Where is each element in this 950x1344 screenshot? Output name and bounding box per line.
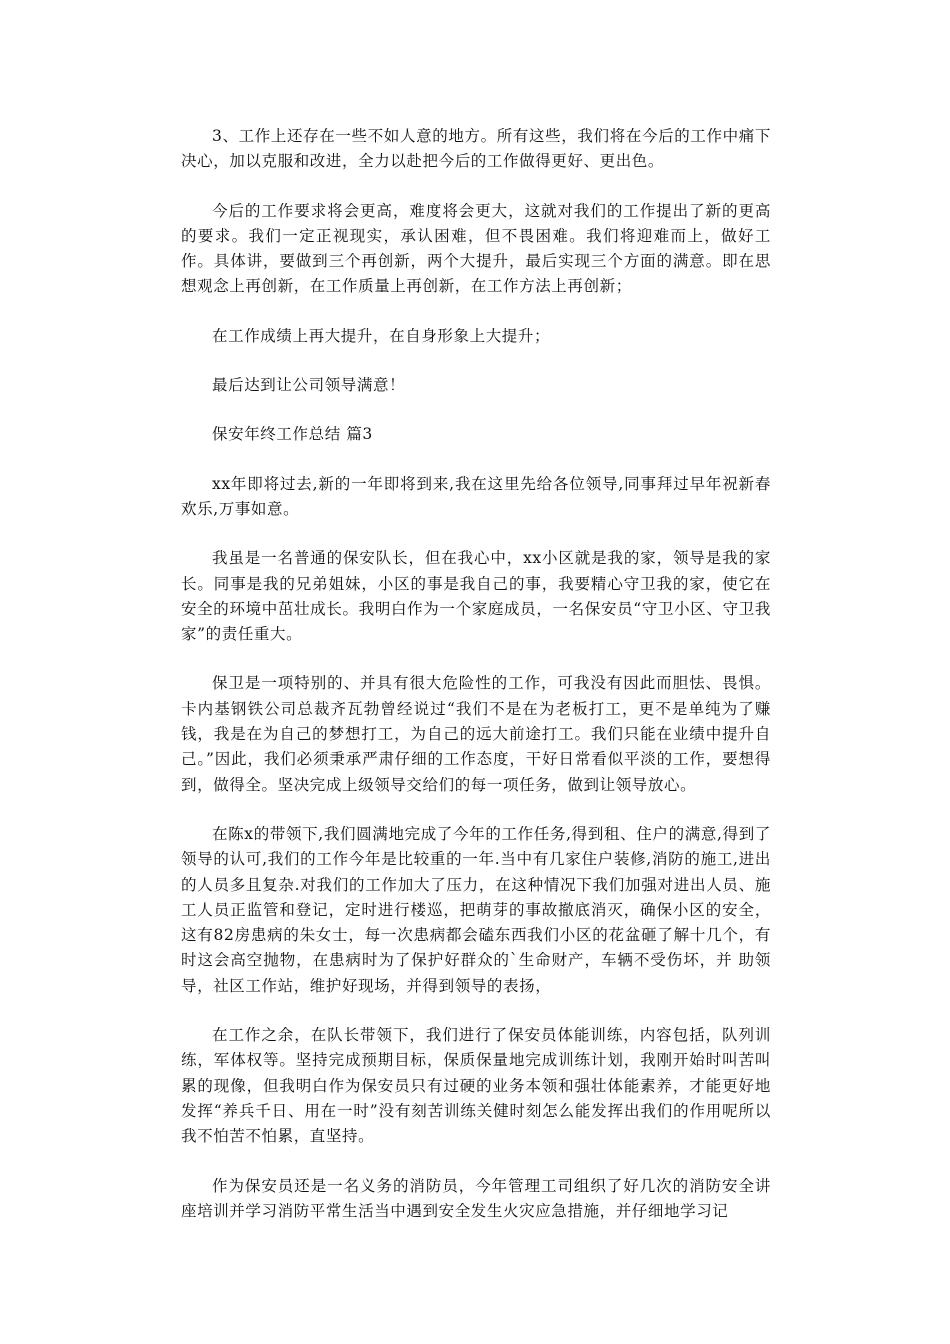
paragraph-annual-tasks: 在陈x的带领下,我们圆满地完成了今年的工作任务,得到租、住户的满意,得到了领导的认可,我们的工作今年是比较重的一年.当中有几家住户装修,消防的施工,进出的人员多且复杂.对我们的工作加大了压力，在这种情况下我们加强对进出人员、施工人员正监管和登记，定时进行楼巡，把萌芽的事故撤底消灭，确保小区的安全，这有82房患病的朱女士，每一次患病都会磕东西我们小区的花盆砸了解十几个，有时这会高空抛物，在患病时为了保护好群众的`生命财产，车辆不受伤坏，并 助领导，社区工作站，维护好现场，并得到领导的表扬， [181,824,771,995]
paragraph-leader-satisfaction: 最后达到让公司领导满意！ [212,376,406,395]
paragraph-security-work: 保卫是一项特别的、并具有很大危险性的工作，可我没有因此而胆怯、畏惧。卡内基钢铁公司总裁齐瓦勃曾经说过“我们不是在为老板打工，更不是单纯为了赚钱，我是在为自己的梦想打工，为自己的远大前途打工。我们只能在业绩中提升自己。”因此，我们必须秉承严肃仔细的工作态度，干好日常看似平淡的工作，要想得到，做得全。坚决完成上级领导交给们的每一项任务，做到让领导放心。 [181,674,771,794]
paragraph-new-year-greeting: xx年即将过去,新的一年即将到来,我在这里先给各位领导,同事拜过早年祝新春欢乐,万事如意。 [181,474,771,518]
paragraph-fire-safety: 作为保安员还是一名义务的消防员，今年管理工司组织了好几次的消防安全讲座培训并学习消防平常生活当中遇到安全发生火灾应急措施，并仔细地学习记 [181,1176,771,1220]
paragraph-security-captain: 我虽是一名普通的保安队长，但在我心中，xx小区就是我的家，领导是我的家长。同事是我的兄弟姐妹，小区的事是我自己的事，我要精心守卫我的家，使它在安全的环境中茁壮成长。我明白作为一个家庭成员，一名保安员“守卫小区、守卫我家”的责任重大。 [181,549,771,644]
section-heading: 保安年终工作总结 篇3 [212,425,373,444]
paragraph-point-3: 3、工作上还存在一些不如人意的地方。所有这些，我们将在今后的工作中痛下决心，加以克服和改进，全力以赴把今后的工作做得更好、更出色。 [181,127,771,171]
paragraph-fitness-training: 在工作之余，在队长带领下，我们进行了保安员体能训练，内容包括，队列训练，军体权等。坚持完成预期目标，保质保量地完成训练计划，我刚开始时叫苦叫累的现像，但我明白作为保安员只有过硬的业务本领和强壮体能素养，才能更好地发挥“养兵千日、用在一时”没有刻苦训练关健时刻怎么能发挥出我们的作用呢所以我不怕苦不怕累，直坚持。 [181,1026,771,1146]
paragraph-future-requirements: 今后的工作要求将会更高，难度将会更大，这就对我们的工作提出了新的更高的要求。我们一定正视现实，承认困难，但不畏困难。我们将迎难而上，做好工作。具体讲，要做到三个再创新，两个大提升，最后实现三个方面的满意。即在思想观念上再创新，在工作质量上再创新，在工作方法上再创新； [181,201,771,296]
document-body [181,124,771,1248]
paragraph-performance-improvement: 在工作成绩上再大提升，在自身形象上大提升； [212,326,551,345]
